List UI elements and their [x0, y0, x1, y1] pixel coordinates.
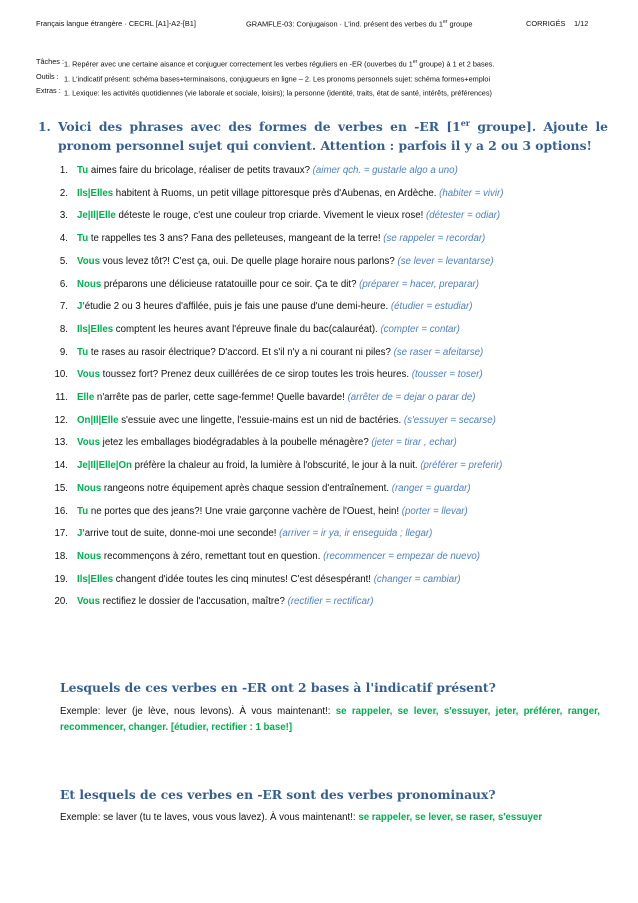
- item-number: 16.: [54, 505, 68, 517]
- header-course: Français langue étrangère · CECRL [A1]-A2-[B1]: [36, 19, 196, 28]
- question-pronominal-title: Et lesquels de ces verbes en -ER sont des verbes pronominaux?: [60, 787, 496, 802]
- exercise-item: [50, 364, 605, 387]
- item-number: 15.: [54, 482, 68, 494]
- verb-hint: (arriver = ir ya, ir enseguida ; llegar): [279, 528, 433, 540]
- item-sentence: rangeons notre équipement après chaque session d'entraînement.: [101, 482, 392, 494]
- item-sentence: habitent à Ruoms, un petit village pittoresque près d'Aubenas, en Ardèche.: [113, 187, 440, 199]
- item-number: 14.: [54, 460, 68, 472]
- exercise-list: [50, 160, 605, 614]
- verb-hint: (se raser = afeitarse): [393, 346, 484, 358]
- verb-hint: (rectifier = rectificar): [287, 596, 374, 608]
- item-number: 10.: [54, 369, 68, 381]
- exercise-item: [50, 160, 605, 183]
- header-page-number: 1/12: [574, 19, 589, 28]
- item-sentence: étudie 2 ou 3 heures d'affilée, puis je fais une pause d'une demi-heure.: [84, 301, 391, 313]
- verb-hint: (se lever = levantarse): [397, 255, 494, 267]
- item-number: 13.: [54, 437, 68, 449]
- subject-pronoun: Je|Il|Elle|On: [77, 460, 132, 472]
- exercise-item: [50, 183, 605, 206]
- subject-pronoun: Tu: [77, 505, 89, 517]
- item-sentence: rectifiez le dossier de l'accusation, maître?: [99, 596, 288, 608]
- item-number: 7.: [59, 301, 68, 313]
- item-number: 11.: [55, 392, 68, 404]
- verb-hint: (aimer qch. = gustarle algo a uno): [312, 165, 458, 176]
- item-sentence: s'essuie avec une lingette, l'essuie-mains est un nid de bactéries.: [118, 414, 404, 426]
- item-sentence: vous levez tôt?! C'est ça, oui. De quelle plage horaire nous parlons?: [99, 255, 398, 267]
- verb-hint: (changer = cambiar): [373, 573, 461, 585]
- item-sentence: te rappelles tes 3 ans? Fana des pelleteuses, mangeant de la terre!: [88, 233, 384, 245]
- item-sentence: préparons une délicieuse ratatouille pour ce soir. Ça te dit?: [101, 278, 360, 290]
- info-key: Tâches :: [36, 57, 64, 66]
- item-sentence: aimes faire du bricolage, réaliser de petits travaux?: [88, 165, 313, 176]
- item-sentence: ne portes que des jeans?! Une vraie garçonne vachère de l'Ouest, hein!: [88, 505, 402, 517]
- verb-hint: (se rappeler = recordar): [383, 233, 486, 245]
- item-number: 5.: [59, 255, 68, 267]
- info-key: Extras :: [36, 86, 61, 96]
- exercise-item: [50, 410, 605, 433]
- question-two-bases-title: Lesquels de ces verbes en -ER ont 2 bases à l'indicatif présent?: [60, 680, 496, 695]
- item-sentence: arrive tout de suite, donne-moi une seconde!: [84, 528, 280, 540]
- subject-pronoun: Nous: [77, 278, 102, 290]
- question-two-bases-answer: Exemple: lever (je lève, nous levons). À vous maintenant!: se rappeler, se lever, s'essuyer, jeter, préférer, ranger, recommencer, changer. [étudier, rectifier : 1 base!]: [60, 706, 601, 733]
- item-sentence: n'arrête pas de parler, cette sage-femme! Quelle bavarde!: [94, 392, 348, 404]
- subject-pronoun: Vous: [77, 255, 100, 267]
- exercise-title: [38, 117, 608, 155]
- item-number: 3.: [59, 210, 68, 222]
- info-text: 1. Repérer avec une certaine aisance et conjuguer correctement les verbes réguliers en -ER (ouverbes du 1er groupe) à 1 et 2 bases.: [64, 59, 495, 69]
- exercise-item: [50, 478, 605, 501]
- info-text: 1. L'indicatif présent: schéma bases+terminaisons, conjugueurs en ligne – 2. Les pronoms personnels sujet: schéma formes+emploi: [64, 74, 491, 84]
- item-number: 6.: [59, 278, 68, 290]
- exercise-item: [50, 455, 605, 478]
- exercise-number: 1.: [38, 119, 51, 134]
- exercise-item: [50, 546, 605, 569]
- item-number: 18.: [54, 550, 68, 562]
- exercise-item: [50, 591, 605, 614]
- item-sentence: te rases au rasoir électrique? D'accord. Et s'il n'y a ni courant ni piles?: [88, 346, 394, 358]
- exercise-item: [50, 274, 605, 297]
- exercise-item: [50, 251, 605, 274]
- subject-pronoun: Nous: [77, 482, 102, 494]
- info-text: 1. Lexique: les activités quotidiennes (vie laborale et sociale, loisirs); la personne (identité, traits, état de santé, intérêts, préférences): [64, 88, 492, 98]
- exercise-item: [50, 569, 605, 592]
- verb-hint: (recommencer = empezar de nuevo): [323, 550, 481, 562]
- info-row: [36, 85, 616, 100]
- question-pronominal-answer: Exemple: se laver (tu te laves, vous vous lavez). À vous maintenant!: se rappeler, se lever, se raser, s'essuyer: [60, 812, 543, 823]
- subject-pronoun: Ils|Elles: [77, 573, 114, 585]
- verb-hint: (tousser = toser): [411, 369, 483, 381]
- subject-pronoun: Vous: [77, 437, 100, 449]
- exercise-item: [50, 523, 605, 546]
- exercise-item: [50, 501, 605, 524]
- subject-pronoun: J': [77, 528, 85, 540]
- info-row: [36, 56, 616, 71]
- verb-hint: (ranger = guardar): [391, 482, 471, 494]
- subject-pronoun: Tu: [77, 346, 89, 358]
- verb-hint: (habiter = vivir): [439, 187, 504, 199]
- exercise-instructions: Voici des phrases avec des formes de verbes en -ER [1er groupe]. Ajoute le pronom personnel sujet qui convient. Attention : parfois il y a 2 ou 3 options!: [58, 117, 608, 153]
- exercise-item: [50, 296, 605, 319]
- item-number: 19.: [54, 573, 68, 585]
- subject-pronoun: Tu: [77, 233, 89, 245]
- verb-hint: (préparer = hacer, preparar): [359, 278, 479, 290]
- item-sentence: comptent les heures avant l'épreuve finale du bac(calauréat).: [113, 323, 381, 335]
- item-number: 9.: [59, 346, 68, 358]
- info-block: [36, 56, 616, 100]
- item-number: 2.: [59, 187, 68, 199]
- item-sentence: toussez fort? Prenez deux cuillérées de ce sirop toutes les trois heures.: [99, 369, 412, 381]
- item-number: 4.: [59, 233, 68, 245]
- info-row: [36, 71, 616, 86]
- verb-hint: (compter = contar): [380, 323, 460, 335]
- verb-hint: (préférer = preferir): [420, 460, 503, 472]
- item-sentence: déteste le rouge, c'est une couleur trop criarde. Vivement le vieux rose!: [115, 210, 427, 222]
- verb-hint: (étudier = estudiar): [390, 301, 473, 313]
- item-number: 8.: [59, 323, 68, 335]
- subject-pronoun: J': [77, 301, 85, 313]
- subject-pronoun: Je|Il|Elle: [77, 210, 116, 222]
- verb-hint: (jeter = tirar , echar): [371, 437, 457, 449]
- item-number: 12.: [54, 414, 68, 426]
- subject-pronoun: Tu: [77, 165, 89, 176]
- verb-hint: (détester = odiar): [426, 210, 501, 222]
- header-topic: GRAMFLE-03: Conjugaison · L'ind. présent des verbes du 1er groupe: [246, 19, 473, 29]
- item-sentence: changent d'idée toutes les cinq minutes! C'est désespérant!: [113, 573, 374, 585]
- item-sentence: préfère la chaleur au froid, la lumière à l'obscurité, le jour à la nuit.: [131, 460, 421, 472]
- verb-hint: (porter = llevar): [401, 505, 468, 517]
- header-corriges: CORRIGÉS: [526, 19, 566, 28]
- item-number: 1.: [59, 165, 68, 176]
- subject-pronoun: Vous: [77, 369, 100, 381]
- subject-pronoun: Vous: [77, 596, 100, 608]
- subject-pronoun: Ils|Elles: [77, 187, 114, 199]
- item-number: 17.: [54, 528, 68, 540]
- exercise-item: [50, 387, 605, 410]
- verb-hint: (arrêter de = dejar o parar de): [347, 392, 476, 404]
- subject-pronoun: Ils|Elles: [77, 323, 114, 335]
- item-number: 20.: [54, 596, 68, 608]
- verb-hint: (s'essuyer = secarse): [403, 414, 496, 426]
- exercise-item: [50, 205, 605, 228]
- exercise-item: [50, 342, 605, 365]
- item-sentence: recommençons à zéro, remettant tout en question.: [101, 550, 324, 562]
- subject-pronoun: On|Il|Elle: [77, 414, 119, 426]
- info-key: Outils :: [36, 71, 59, 81]
- item-sentence: jetez les emballages biodégradables à la poubelle ménagère?: [99, 437, 372, 449]
- exercise-item: [50, 228, 605, 251]
- exercise-item: [50, 319, 605, 342]
- subject-pronoun: Elle: [77, 392, 95, 404]
- subject-pronoun: Nous: [77, 550, 102, 562]
- exercise-item: [50, 432, 605, 455]
